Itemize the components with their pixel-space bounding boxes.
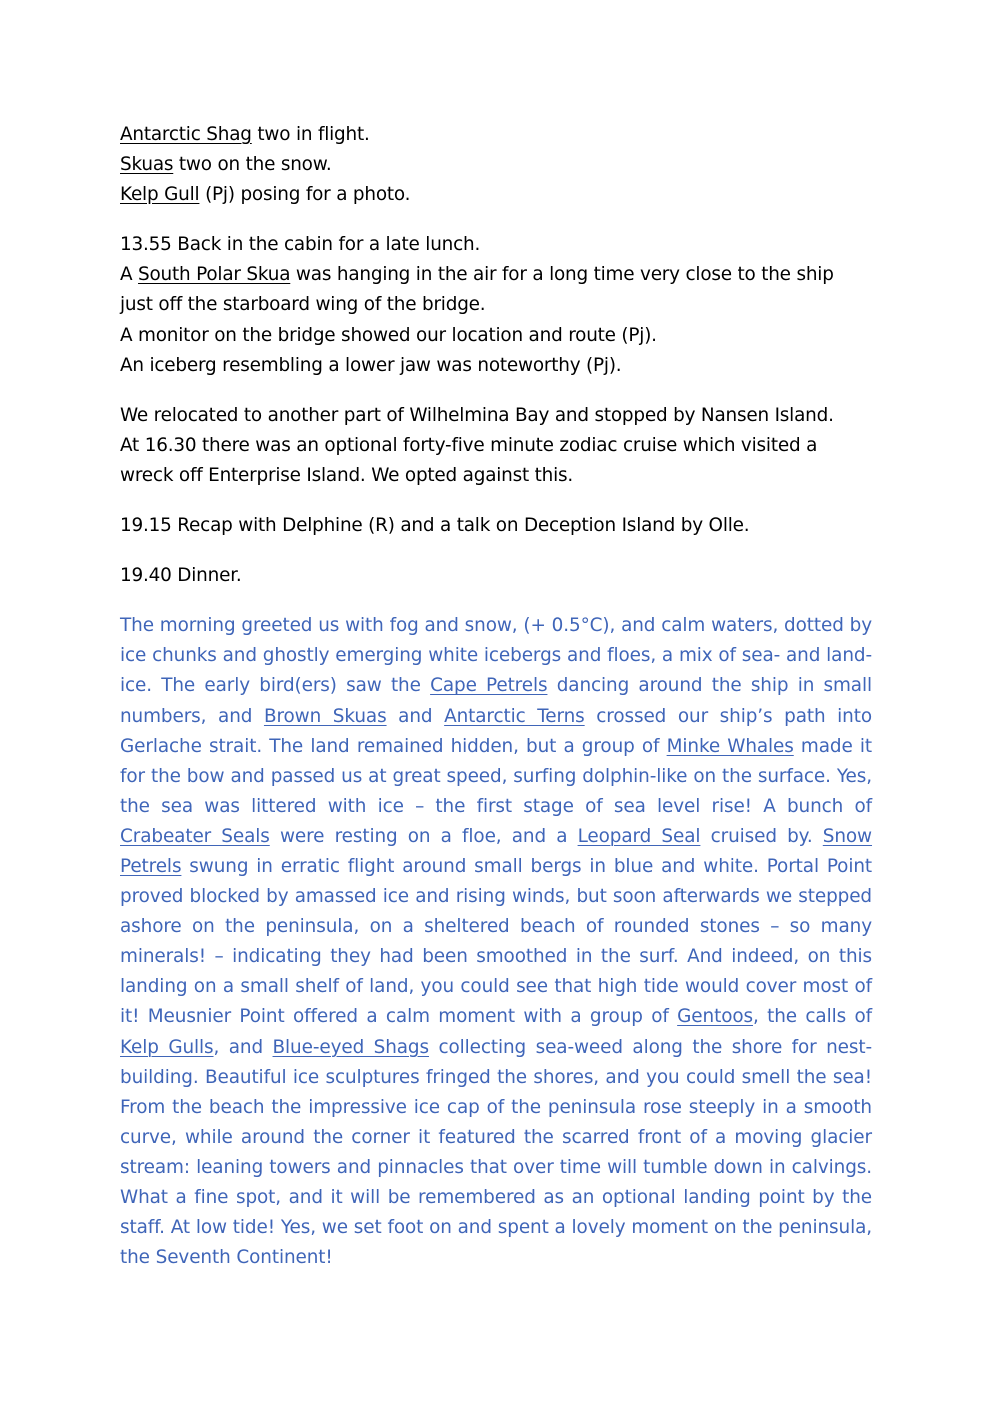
summary-text: , the calls of <box>752 1006 872 1028</box>
sighting-text: (Pj) posing for a photo. <box>199 184 411 206</box>
species-name: Crabeater Seals <box>120 825 270 847</box>
summary-text: were resting on a floe, and a <box>269 825 578 847</box>
species-name: Leopard Seal <box>577 825 701 847</box>
sighting-text: two on the snow. <box>173 154 332 176</box>
log-line: 13.55 Back in the cabin for a late lunch. <box>120 234 481 256</box>
summary-text: dancing around the ship in small numbers, and <box>120 675 872 727</box>
species-name: Kelp Gull <box>120 184 200 206</box>
log-line <box>120 260 875 290</box>
summary-text: , and <box>213 1036 273 1058</box>
log-line: We relocated to another part of Wilhelmina Bay and stopped by Nansen Island. <box>120 404 834 426</box>
document-page <box>120 120 875 1273</box>
log-text: A <box>120 264 139 286</box>
sighting-text: two in flight. <box>251 124 370 145</box>
sighting-line <box>120 150 875 180</box>
species-name: Antarctic Terns <box>444 705 585 727</box>
summary-text: and <box>386 705 445 727</box>
log-line: wreck off Enterprise Island. We opted against this. <box>120 464 574 486</box>
log-line: A monitor on the bridge showed our location and route (Pj). <box>120 324 657 346</box>
species-name: Kelp Gulls <box>120 1036 214 1058</box>
species-name: Cape Petrels <box>430 675 548 697</box>
dinner-line: 19.40 Dinner. <box>120 565 242 587</box>
species-name: Blue-eyed Shags <box>272 1036 429 1058</box>
species-name: Brown Skuas <box>263 705 387 727</box>
species-name: South Polar Skua <box>138 264 291 286</box>
log-line: At 16.30 there was an optional forty-five minute zodiac cruise which visited a <box>120 434 818 456</box>
summary-text: crossed our ship’s path into Gerlache strait. The land remained hidden, but a group of <box>120 705 872 757</box>
species-name: Skuas <box>120 154 174 176</box>
log-line: An iceberg resembling a lower jaw was noteworthy (Pj). <box>120 354 622 376</box>
species-name: Antarctic Shag <box>120 124 252 145</box>
species-name: Minke Whales <box>666 735 794 757</box>
summary-text: swung in erratic flight around small bergs in blue and white. Portal Point proved blocked by amassed ice and rising winds, but soon afterwards we stepped ashore on the peninsula, on a sheltered beach of rounded stones – so many minerals! – indicating they had been smoothed in the surf. And indeed, on this landing on a small shelf of land, you could see that high tide would cover most of it! Meusnier Point offered a calm moment with a group of <box>120 855 872 1028</box>
sighting-line <box>120 180 875 210</box>
species-name: Snow Petrels <box>120 825 873 877</box>
summary-text: The morning greeted us with fog and snow, (+ 0.5°C), and calm waters, dotted by ice chunks and ghostly emerging white icebergs and floes, a mix of sea- and land-ice. The early bird(ers) saw the <box>120 615 872 697</box>
species-name: Gentoos <box>677 1006 753 1028</box>
recap-line: 19.15 Recap with Delphine (R) and a talk on Deception Island by Olle. <box>120 515 750 537</box>
log-line: just off the starboard wing of the bridge. <box>120 294 486 316</box>
summary-text: collecting sea-weed along the shore for nest-building. Beautiful ice sculptures fringed the shores, and you could smell the sea! From the beach the impressive ice cap of the peninsula rose steeply in a smooth curve, while around the corner it featured the scarred front of a moving glacier stream: leaning towers and pinnacles that over time will tumble down in calvings. What a fine spot, and it will be remembered as an optional landing point by the staff. At low tide! Yes, we set foot on and spent a lovely moment on the peninsula, the Seventh Continent! <box>120 1036 872 1269</box>
summary-text: made it for the bow and passed us at great speed, surfing dolphin-like on the surface. Yes, the sea was littered with ice – the first stage of sea level rise! A bunch of <box>120 735 873 817</box>
summary-text: cruised by. <box>700 825 823 847</box>
daily-summary-paragraph <box>120 611 872 1273</box>
log-text: was hanging in the air for a long time very close to the ship <box>290 264 834 286</box>
sighting-line <box>120 120 875 150</box>
